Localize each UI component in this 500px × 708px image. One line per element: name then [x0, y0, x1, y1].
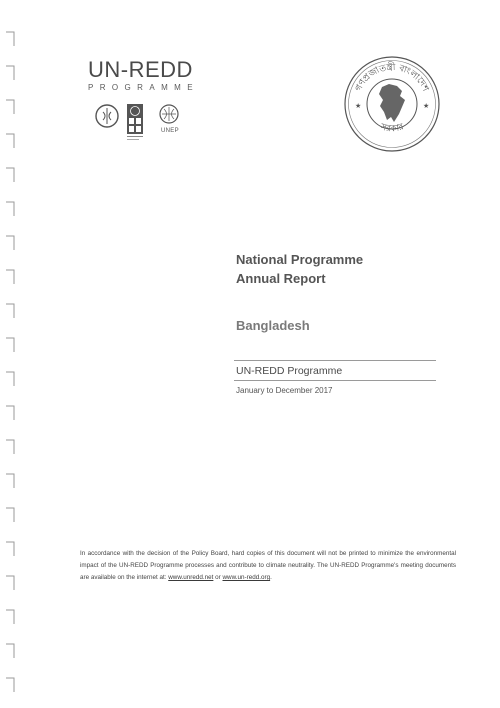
un-redd-org-link[interactable]: www.un-redd.org — [222, 574, 271, 581]
binding-hole-mark — [6, 372, 14, 386]
note-text: In accordance with the decision of the Policy Board, hard copies of this document will not be printed to minimize the environmental impact of the UN-REDD Programme processes and contribute to climate neutrality. The UN-REDD Programme's meeting documents are available on the internet at: — [80, 550, 456, 581]
distribution-note — [80, 548, 456, 584]
star-icon: ★ — [423, 103, 430, 110]
divider-top — [234, 360, 436, 361]
binding-hole-mark — [6, 644, 14, 658]
binding-hole-mark — [6, 100, 14, 114]
fao-emblem-icon — [96, 105, 118, 127]
reporting-period: January to December 2017 — [236, 386, 333, 395]
government-seal — [342, 54, 442, 154]
binding-hole-mark — [6, 236, 14, 250]
report-title — [236, 250, 363, 288]
unredd-net-link[interactable]: www.unredd.net — [168, 574, 214, 581]
note-end: . — [270, 574, 272, 581]
unep-emblem-icon — [160, 105, 178, 123]
binding-hole-mark — [6, 338, 14, 352]
logo-subtitle: PROGRAMME — [88, 83, 199, 92]
partner-logos — [95, 102, 205, 144]
note-connector: or — [215, 574, 221, 581]
binding-hole-mark — [6, 440, 14, 454]
binding-hole-mark — [6, 168, 14, 182]
divider-bottom — [234, 380, 436, 381]
binding-hole-mark — [6, 542, 14, 556]
binding-hole-mark — [6, 508, 14, 522]
binding-hole-mark — [6, 270, 14, 284]
binding-hole-mark — [6, 610, 14, 624]
partner-emblems — [95, 102, 205, 144]
un-redd-logo — [88, 58, 198, 92]
programme-name: UN-REDD Programme — [236, 365, 343, 377]
undp-emblem-icon — [127, 104, 143, 140]
binding-hole-mark — [6, 32, 14, 46]
binding-hole-mark — [6, 66, 14, 80]
unep-label: UNEP — [161, 128, 179, 134]
binding-hole-mark — [6, 678, 14, 692]
seal-bottom-text: সরকার — [378, 122, 406, 135]
seal-top-text: গণপ্রজাতন্ত্রী বাংলাদেশ — [353, 62, 431, 94]
country-name: Bangladesh — [236, 318, 310, 333]
binding-hole-mark — [6, 304, 14, 318]
binding-hole-mark — [6, 576, 14, 590]
binding-hole-mark — [6, 134, 14, 148]
binding-hole-mark — [6, 406, 14, 420]
map-silhouette-icon — [379, 84, 405, 122]
title-line-2: Annual Report — [236, 271, 326, 286]
binding-hole-mark — [6, 202, 14, 216]
star-icon: ★ — [355, 103, 362, 110]
title-line-1: National Programme — [236, 252, 364, 267]
logo-title: UN-REDD — [88, 57, 193, 82]
binding-marks — [0, 0, 22, 708]
binding-hole-mark — [6, 474, 14, 488]
